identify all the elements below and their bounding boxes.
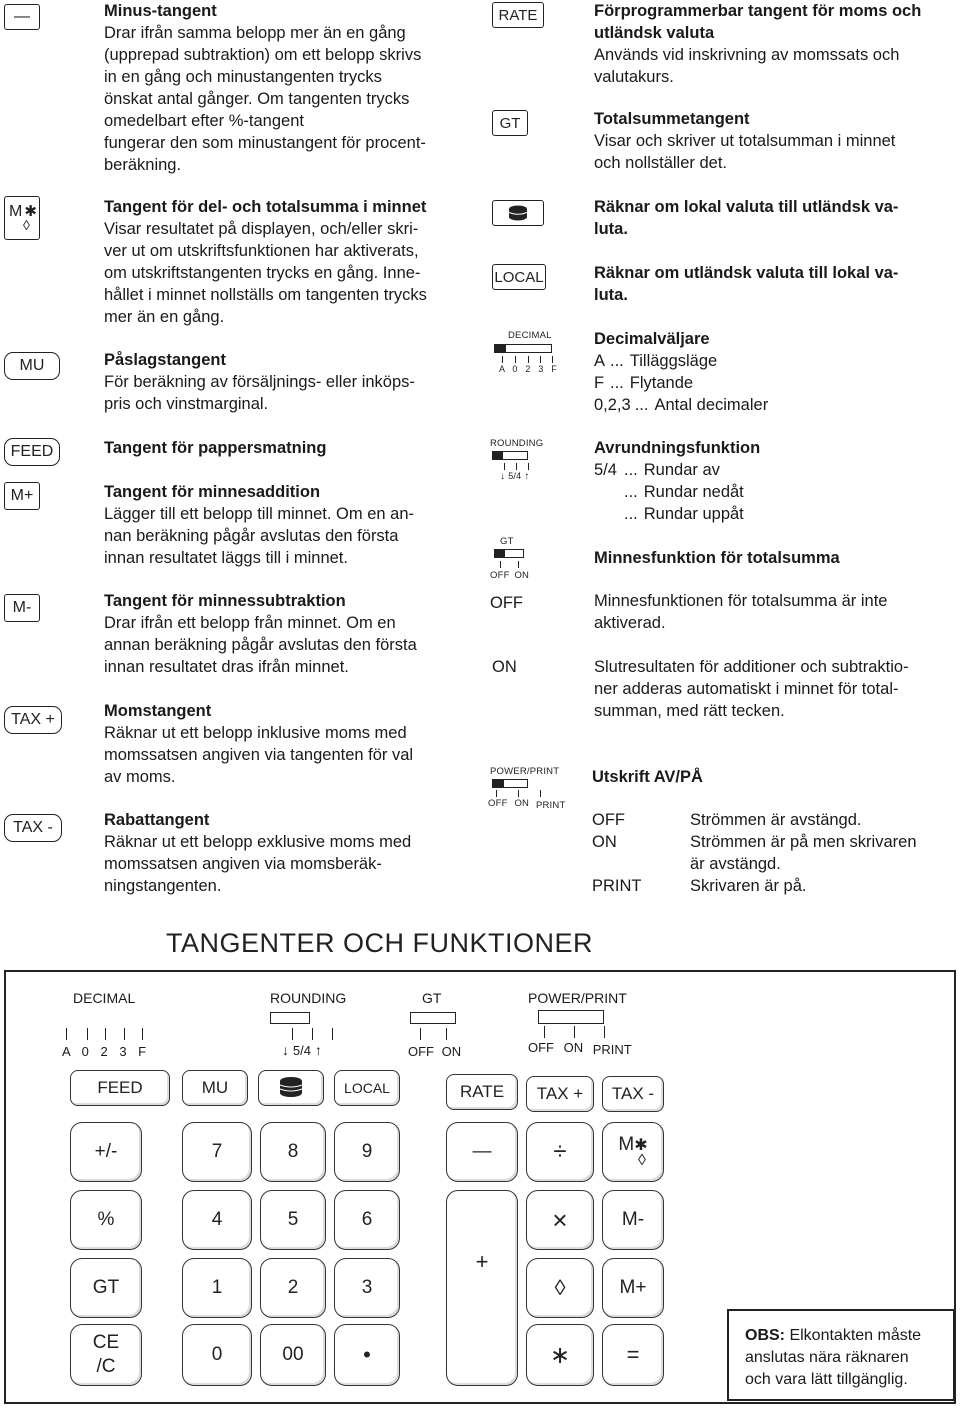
- gt-off-label: OFF: [490, 570, 510, 581]
- gt-off-description: Minnesfunktionen för totalsumma är inte aktiverad.: [594, 592, 888, 632]
- rounding-row-text: Rundar uppåt: [643, 505, 744, 523]
- rate-button-label: RATE: [459, 1082, 505, 1101]
- minus-key-title: Minus-tangent: [104, 2, 217, 20]
- gt-on-mode-label: ON: [492, 658, 517, 676]
- power-row-key: PRINT: [592, 877, 642, 895]
- feed-key-glyph: FEED: [10, 443, 54, 460]
- rounding-tick: [312, 1028, 313, 1040]
- power-on-label: ON: [514, 798, 530, 809]
- decimal-row: [594, 372, 958, 394]
- diamond-icon: ◊: [23, 217, 30, 233]
- obs-label: OBS:: [745, 1327, 785, 1344]
- gt-on-label: ON: [441, 1044, 462, 1059]
- percent-button[interactable]: [70, 1190, 142, 1250]
- key-3[interactable]: [334, 1258, 400, 1318]
- memory-subtotal-key-m: M: [9, 203, 23, 220]
- mu-button-label: MU: [201, 1078, 229, 1097]
- arrow-up-icon: ↑: [524, 471, 530, 482]
- rounding-switch-label: ROUNDING: [490, 438, 544, 449]
- coin-stack-icon: [276, 1075, 306, 1101]
- gt-tick: [446, 1028, 447, 1040]
- memory-plus-title: Tangent för minnesaddition: [104, 483, 321, 501]
- gt-switch-slot: [410, 1012, 456, 1024]
- gt-tick-labels: [408, 1044, 461, 1059]
- key-00[interactable]: [260, 1324, 326, 1386]
- key-8-label: 8: [287, 1141, 299, 1162]
- clear-entry-button[interactable]: [70, 1324, 142, 1386]
- leader-dots: ...: [610, 374, 624, 392]
- rounding-row-key: 5/4: [594, 461, 617, 479]
- gt-key-glyph: GT: [499, 114, 521, 132]
- gt-button[interactable]: [70, 1258, 142, 1318]
- decimal-switch-tick: [515, 356, 516, 363]
- rounding-switch-tick: [516, 463, 517, 470]
- tax-plus-button[interactable]: [526, 1076, 594, 1112]
- equals-icon: =: [626, 1342, 640, 1367]
- key-5[interactable]: [260, 1190, 326, 1250]
- decimal-description: [594, 328, 958, 416]
- feed-button-label: FEED: [97, 1078, 143, 1097]
- power-switch-ticklabels: [488, 798, 565, 809]
- decimal-row-key: A: [594, 352, 606, 370]
- mu-key-description: [104, 349, 474, 415]
- memory-minus-key-icon: [4, 594, 40, 622]
- power-tick: [574, 1026, 575, 1038]
- gt-switch-label: GT: [500, 536, 514, 547]
- tick-label: 2: [525, 364, 531, 374]
- decimal-row-key: F: [594, 374, 605, 392]
- gt-on-description: Slutresultaten för additioner och subtraktio- ner adderas automatiskt i minnet för total- summan, med rätt tecken.: [594, 658, 909, 720]
- rounding-switch-label: ROUNDING: [270, 990, 347, 1006]
- power-row-text: Strömmen är avstängd.: [690, 811, 862, 829]
- decimal-row-text: Tilläggsläge: [629, 352, 718, 370]
- power-tick: [544, 1026, 545, 1038]
- rounding-switch-slot: [270, 1012, 310, 1024]
- rate-key-icon: [492, 2, 544, 28]
- decimal-tick: [87, 1028, 88, 1040]
- tick-label: F: [138, 1044, 147, 1059]
- decimal-tick: [105, 1028, 106, 1040]
- gt-switch-tick: [500, 561, 501, 568]
- rounding-row: [594, 481, 958, 503]
- power-row-text: Strömmen är på men skrivaren är avstängd.: [690, 833, 917, 873]
- power-print-switch[interactable]: [526, 990, 656, 1060]
- rounding-switch-small: [490, 438, 560, 486]
- decimal-row-text: Antal decimaler: [654, 396, 769, 414]
- tax-minus-key-icon: [4, 814, 62, 842]
- power-switch-tick: [496, 790, 497, 797]
- gt-on-label: ON: [514, 570, 530, 581]
- decimal-switch-tick: [528, 356, 529, 363]
- minus-button[interactable]: [446, 1122, 518, 1182]
- divide-icon: ÷: [553, 1138, 567, 1165]
- power-switch-tick: [518, 790, 519, 797]
- decimal-tick: [124, 1028, 125, 1040]
- power-row-key: OFF: [592, 811, 625, 829]
- dot-icon: •: [363, 1342, 371, 1367]
- power-tick: [604, 1026, 605, 1038]
- feed-key-icon: [4, 438, 60, 466]
- tax-minus-body: Räknar ut ett belopp exklusive moms med momssatsen angiven via momsberäk- ningstangenten.: [104, 833, 412, 895]
- power-row: [592, 809, 956, 831]
- obs-note: [727, 1309, 955, 1401]
- tax-minus-key-glyph: TAX -: [13, 819, 53, 836]
- feed-key-description: [104, 437, 474, 459]
- arrow-up-icon: ↑: [314, 1042, 322, 1058]
- gt-key-description: [594, 108, 958, 174]
- power-row: [592, 831, 956, 875]
- gt-button-label: GT: [92, 1277, 120, 1298]
- key-2[interactable]: [260, 1258, 326, 1318]
- tax-minus-title: Rabattangent: [104, 811, 210, 829]
- key-4[interactable]: [182, 1190, 252, 1250]
- power-rows: [592, 809, 956, 897]
- page-heading: TANGENTER OCH FUNKTIONER: [166, 928, 594, 958]
- rate-key-glyph: RATE: [498, 6, 538, 24]
- gt-switch-ticklabels: [490, 570, 529, 581]
- power-title: Utskrift AV/PÅ: [592, 768, 703, 786]
- memory-subtotal-body: Visar resultatet på displayen, och/eller skri- ver ut om utskriftsfunktionen har aktiverats, om utskriftstangenten trycks en gång. Inne- hållet i minnet nollställs om tangenten trycks mer än en gång.: [104, 220, 427, 326]
- memory-plus-key-glyph: M+: [10, 487, 34, 504]
- rate-key-body: Används vid inskrivning av momssats och valutakurs.: [594, 46, 900, 86]
- rounding-row: [594, 503, 958, 525]
- key-7[interactable]: [182, 1122, 252, 1182]
- memory-plus-body: Lägger till ett belopp till minnet. Om en an- nan beräkning pågår avslutas den första innan resultatet läggs till i minnet.: [104, 505, 414, 567]
- decimal-switch-tick: [540, 356, 541, 363]
- mu-key-glyph: MU: [19, 357, 45, 374]
- rounding-switch-knob: [492, 451, 503, 460]
- minus-key-icon: [4, 4, 40, 30]
- key-6-label: 6: [361, 1209, 373, 1230]
- diamond-icon: ◊: [554, 1275, 566, 1300]
- power-switch-slot: [538, 1010, 604, 1024]
- gt-key-title: Totalsummetangent: [594, 110, 750, 128]
- coin-button[interactable]: [258, 1070, 324, 1106]
- multiply-button[interactable]: [526, 1190, 594, 1250]
- rounding-mid-label: 5/4: [292, 1043, 311, 1058]
- minus-key-glyph: —: [14, 8, 30, 25]
- tick-label: A: [499, 364, 505, 374]
- memory-subtotal-button[interactable]: [602, 1122, 664, 1182]
- decimal-switch-label: DECIMAL: [73, 990, 136, 1006]
- power-off-label: OFF: [488, 798, 508, 809]
- power-row-text: Skrivaren är på.: [690, 877, 807, 895]
- memory-plus-key-icon: [4, 482, 40, 510]
- memory-minus-body: Drar ifrån ett belopp från minnet. Om en annan beräkning pågår avslutas den första innan resultatet dras ifrån minnet.: [104, 614, 417, 676]
- coin-key-description: Räknar om lokal valuta till utländsk va- luta.: [594, 198, 899, 238]
- tick-label: 3: [119, 1044, 127, 1059]
- rounding-switch[interactable]: [268, 990, 364, 1060]
- decimal-switch-small: [494, 330, 564, 376]
- decimal-row-key: 0,2,3: [594, 396, 631, 414]
- gt-switch-tick: [518, 561, 519, 568]
- power-tick-labels: [528, 1040, 632, 1055]
- key-3-label: 3: [361, 1277, 373, 1298]
- power-row: [592, 875, 956, 897]
- feed-key-title: Tangent för pappersmatning: [104, 439, 327, 457]
- tax-minus-description: [104, 809, 474, 897]
- minus-key-body: Drar ifrån samma belopp mer än en gång (upprepad subtraktion) om ett belopp skrivs in en gång och minustangenten trycks önskat antal gånger. Om tangenten trycks omedelbart efter %-tangent fungerar den som minustangent för procent- beräkning.: [104, 24, 426, 174]
- memory-minus-description: [104, 590, 474, 678]
- leader-dots: ...: [624, 483, 638, 501]
- rounding-switch-tick: [528, 463, 529, 470]
- power-switch-tick: [540, 790, 541, 797]
- mu-key-icon: [4, 352, 60, 380]
- diamond-button[interactable]: [526, 1258, 594, 1318]
- plus-minus-button[interactable]: [70, 1122, 142, 1182]
- rounding-switch-tick: [504, 463, 505, 470]
- minus-icon: —: [472, 1141, 492, 1162]
- local-button-label: LOCAL: [344, 1080, 390, 1096]
- tax-plus-key-icon: [4, 706, 62, 734]
- decimal-tick: [66, 1028, 67, 1040]
- tax-minus-button[interactable]: [602, 1076, 664, 1112]
- rate-key-title: Förprogrammerbar tangent för moms och utländsk valuta: [594, 2, 922, 42]
- rounding-title: Avrundningsfunktion: [594, 439, 761, 457]
- power-switch-small: [488, 766, 568, 816]
- power-print-label: PRINT: [592, 1042, 632, 1057]
- memory-minus-label: M-: [621, 1209, 645, 1230]
- arrow-down-icon: ↓: [282, 1042, 289, 1058]
- tax-plus-title: Momstangent: [104, 702, 212, 720]
- decimal-switch-knob: [494, 344, 506, 353]
- power-switch-label: POWER/PRINT: [528, 990, 627, 1006]
- star-icon: ✱: [634, 1137, 648, 1154]
- local-key-description: Räknar om utländsk valuta till lokal va- luta.: [594, 264, 899, 304]
- decimal-switch-label: DECIMAL: [508, 330, 552, 341]
- memory-subtotal-m: M: [618, 1134, 635, 1155]
- key-4-label: 4: [211, 1209, 223, 1230]
- decimal-switch-tick: [502, 356, 503, 363]
- key-8[interactable]: [260, 1122, 326, 1182]
- key-6[interactable]: [334, 1190, 400, 1250]
- local-key-glyph: LOCAL: [494, 268, 544, 286]
- memory-plus-description: [104, 481, 474, 569]
- leader-dots: ...: [634, 396, 649, 414]
- decimal-point-button[interactable]: [334, 1324, 400, 1386]
- tax-minus-button-label: TAX -: [611, 1084, 655, 1103]
- tax-plus-key-glyph: TAX +: [11, 711, 55, 728]
- key-2-label: 2: [287, 1277, 299, 1298]
- gt-key-body: Visar och skriver ut totalsumman i minnet och nollställer det.: [594, 132, 896, 172]
- coin-key-icon: [492, 200, 544, 226]
- tax-plus-body: Räknar ut ett belopp inklusive moms med momssatsen angiven via tangenten för val av moms.: [104, 724, 414, 786]
- rate-button[interactable]: [446, 1074, 518, 1110]
- rounding-mid-label: 5/4: [508, 471, 522, 481]
- key-1[interactable]: [182, 1258, 252, 1318]
- mu-key-body: För beräkning av försäljnings- eller inköps- pris och vinstmarginal.: [104, 373, 415, 413]
- tax-plus-description: [104, 700, 474, 788]
- power-switch-knob: [492, 779, 504, 788]
- gt-switch-knob: [494, 549, 505, 558]
- leader-dots: ...: [624, 461, 638, 479]
- tax-plus-button-label: TAX +: [536, 1084, 584, 1103]
- leader-dots: ...: [624, 505, 638, 523]
- key-1-label: 1: [211, 1277, 223, 1298]
- arrow-down-icon: ↓: [500, 471, 506, 482]
- decimal-tick: [142, 1028, 143, 1040]
- decimal-switch-ticklabels: [499, 364, 557, 374]
- star-icon: ✱: [24, 203, 37, 220]
- obs-text: Elkontakten måste anslutas nära räknaren och vara lätt tillgänglig.: [745, 1327, 922, 1388]
- gt-switch-label: GT: [422, 990, 442, 1006]
- plus-minus-label: +/-: [94, 1141, 118, 1162]
- plus-icon: +: [475, 1249, 489, 1274]
- plus-button[interactable]: [446, 1190, 518, 1386]
- rounding-tick: [292, 1028, 293, 1040]
- power-print-label: PRINT: [535, 800, 566, 811]
- tick-label: 2: [100, 1044, 108, 1059]
- decimal-row: [594, 350, 958, 372]
- power-on-label: ON: [563, 1040, 584, 1055]
- rounding-description: [594, 437, 958, 525]
- rounding-tick: [332, 1028, 333, 1040]
- memory-plus-label: M+: [619, 1277, 647, 1298]
- decimal-switch: [62, 990, 162, 1060]
- key-9[interactable]: [334, 1122, 400, 1182]
- minus-key-description: [104, 0, 474, 176]
- tick-label: A: [62, 1044, 70, 1059]
- rounding-row-text: Rundar nedåt: [643, 483, 744, 501]
- tick-label: 0: [512, 364, 518, 374]
- decimal-row: [594, 394, 958, 416]
- rate-key-description: [594, 0, 958, 88]
- tick-label: 3: [538, 364, 544, 374]
- multiply-icon: ×: [552, 1204, 568, 1235]
- gt-key-icon: [492, 110, 528, 136]
- key-5-label: 5: [287, 1209, 299, 1230]
- gt-off-mode-label: OFF: [490, 594, 523, 612]
- decimal-row-text: Flytande: [629, 374, 694, 392]
- rounding-row-text: Rundar av: [643, 461, 720, 479]
- memory-subtotal-title: Tangent för del- och totalsumma i minnet: [104, 198, 427, 216]
- percent-label: %: [97, 1209, 115, 1230]
- key-0[interactable]: [182, 1324, 252, 1386]
- power-switch-label: POWER/PRINT: [490, 766, 560, 777]
- gt-off-label: OFF: [408, 1044, 434, 1059]
- feed-button[interactable]: [70, 1070, 170, 1106]
- power-off-label: OFF: [528, 1040, 554, 1055]
- mu-button[interactable]: [182, 1070, 248, 1106]
- tick-label: 0: [81, 1044, 89, 1059]
- memory-subtotal-description: [104, 196, 474, 328]
- gt-switch-small: [490, 536, 550, 584]
- gt-tick: [420, 1028, 421, 1040]
- rounding-tick-labels: [282, 1042, 322, 1058]
- decimal-title: Decimalväljare: [594, 330, 710, 348]
- rounding-switch-ticklabels: [500, 471, 530, 482]
- decimal-switch-tick: [552, 356, 553, 363]
- memory-minus-title: Tangent för minnessubtraktion: [104, 592, 346, 610]
- power-row-key: ON: [592, 833, 617, 851]
- gt-switch-title: Minnesfunktion för totalsumma: [594, 549, 840, 567]
- local-key-icon: [492, 264, 546, 290]
- tick-label: F: [551, 364, 557, 374]
- divide-button[interactable]: [526, 1122, 594, 1182]
- decimal-tick-labels: [62, 1044, 146, 1059]
- equals-button[interactable]: [602, 1324, 664, 1386]
- key-0-label: 0: [211, 1344, 223, 1365]
- memory-minus-button[interactable]: [602, 1190, 664, 1250]
- coin-stack-icon: [506, 204, 530, 222]
- gt-switch[interactable]: [406, 990, 476, 1060]
- total-star-button[interactable]: [526, 1324, 594, 1386]
- memory-subtotal-key-icon: [4, 196, 40, 240]
- memory-minus-key-glyph: M-: [12, 599, 32, 616]
- key-7-label: 7: [211, 1141, 223, 1162]
- key-9-label: 9: [361, 1141, 373, 1162]
- local-button[interactable]: [334, 1070, 400, 1106]
- star-icon: ∗: [549, 1341, 571, 1369]
- rounding-row: [594, 459, 958, 481]
- leader-dots: ...: [610, 352, 624, 370]
- memory-plus-button[interactable]: [602, 1258, 664, 1318]
- key-00-label: 00: [282, 1344, 304, 1365]
- clear-entry-label: CE /C: [92, 1332, 120, 1377]
- mu-key-title: Påslagstangent: [104, 351, 226, 369]
- diamond-icon: ◊: [638, 1152, 646, 1169]
